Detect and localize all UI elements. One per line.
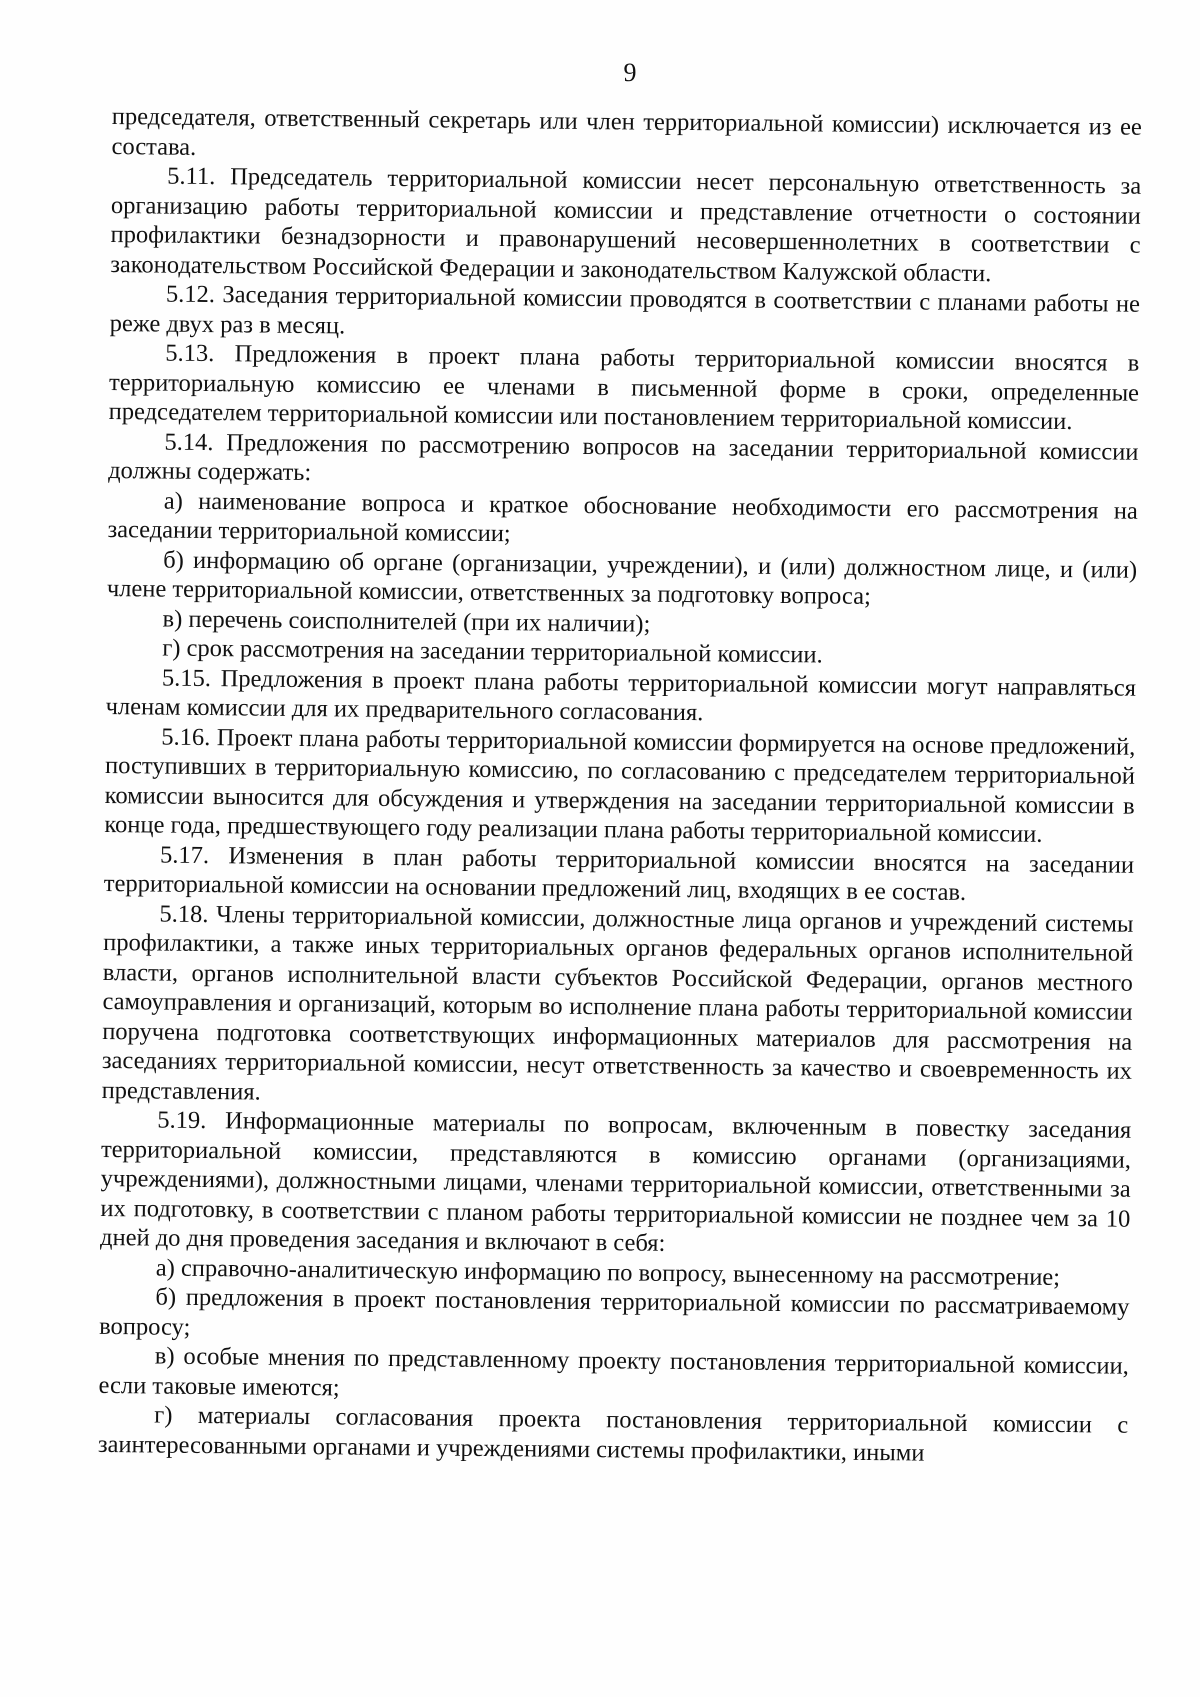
paragraph-continuation: председателя, ответственный секретарь или член территориальной комиссии) исключается из ее состава. — [111, 102, 1142, 161]
list-item-5-19-b: б) предложения в проект постановления территориальной комиссии по рассматриваемому вопросу; — [99, 1283, 1130, 1341]
paragraph-5-19: 5.19. Информационные материалы по вопросам, включенным в повестку заседания территориальной комиссии, представляются в комиссию органами (организациями, учреждениями), должностными лицами, членами территориальной комиссии, ответственными за их подготовку, в соответствии с планом работы территориальной комиссии не позднее чем за 10 дней до дня проведения заседания и включают в себя: — [99, 1106, 1132, 1257]
paragraph-5-12: 5.12. Заседания территориальной комиссии проводятся в соответствии с планами работы не реже двух раз в месяц. — [109, 280, 1141, 339]
list-item-5-14-a: а) наименование вопроса и краткое обоснование необходимости его рассмотрения на заседании территориальной комиссии; — [107, 487, 1138, 548]
paragraph-5-18: 5.18. Члены территориальной комиссии, должностные лица органов и учреждений системы профилактики, а также иных территориальных органов федеральных органов исполнительной власти, органов исполнительной власти субъектов Российской Федерации, органов местного самоуправления и организаций, которым во исполнение плана работы территориальной комиссии поручена подготовка соответствующих информационных материалов для рассмотрения на заседаниях территориальной комиссии, несут ответственность за качество и своевременность их представления. — [101, 900, 1134, 1106]
paragraph-5-15: 5.15. Предложения в проект плана работы территориальной комиссии могут направляться членам комиссии для их предварительного согласования. — [105, 664, 1137, 727]
list-item-5-19-a: а) справочно-аналитическую информацию по вопросу, вынесенному на рассмотрение; — [155, 1254, 1061, 1291]
document-body — [98, 102, 1142, 1470]
list-item-5-19-g: г) материалы согласования проекта постановления территориальной комиссии с заинтересованными органами и учреждениями системы профилактики, иными — [97, 1401, 1129, 1467]
paragraph-5-13: 5.13. Предложения в проект плана работы территориальной комиссии вносятся в территориальную комиссию ее членами в письменной форме в сроки, определенные председателем территориальной комиссии или постановлением территориальной комиссии. — [108, 339, 1140, 436]
paragraph-5-14: 5.14. Предложения по рассмотрению вопросов на заседании территориальной комиссии должны содержать: — [107, 428, 1139, 487]
list-item-5-14-g: г) срок рассмотрения на заседании территориальной комиссии. — [162, 634, 823, 669]
paragraph-5-16: 5.16. Проект плана работы территориальной комиссии формируется на основе предложений, поступивших в территориальную комиссию, по согласованию с председателем территориальной комиссии выносится для обсуждения и утверждения на заседании территориальной комиссии в конце года, предшествующего году реализации плана работы территориальной комиссии. — [104, 723, 1136, 848]
list-item-5-14-v: в) перечень соисполнителей (при их наличии); — [162, 605, 651, 638]
list-item-5-19-v: в) особые мнения по представленному проекту постановления территориальной комиссии, если таковые имеются; — [98, 1342, 1129, 1401]
paragraph-5-11: 5.11. Председатель территориальной комиссии несет персональную ответственность за организацию работы территориальной комиссии и представление отчетности о состоянии профилактики безнадзорности и правонарушений несовершеннолетних в соответствии с законодательством Российской Федерации и законодательством Калужской области. — [110, 162, 1142, 287]
paragraph-5-17: 5.17. Изменения в план работы территориальной комиссии вносятся на заседании территориальной комиссии на основании предложений лиц, входящих в ее состав. — [103, 841, 1135, 906]
page-number: 9 — [623, 58, 637, 87]
list-item-5-14-b: б) информацию об органе (организации, учреждении), и (или) должностном лице, и (или) члене территориальной комиссии, ответственных за подготовку вопроса; — [106, 546, 1138, 610]
